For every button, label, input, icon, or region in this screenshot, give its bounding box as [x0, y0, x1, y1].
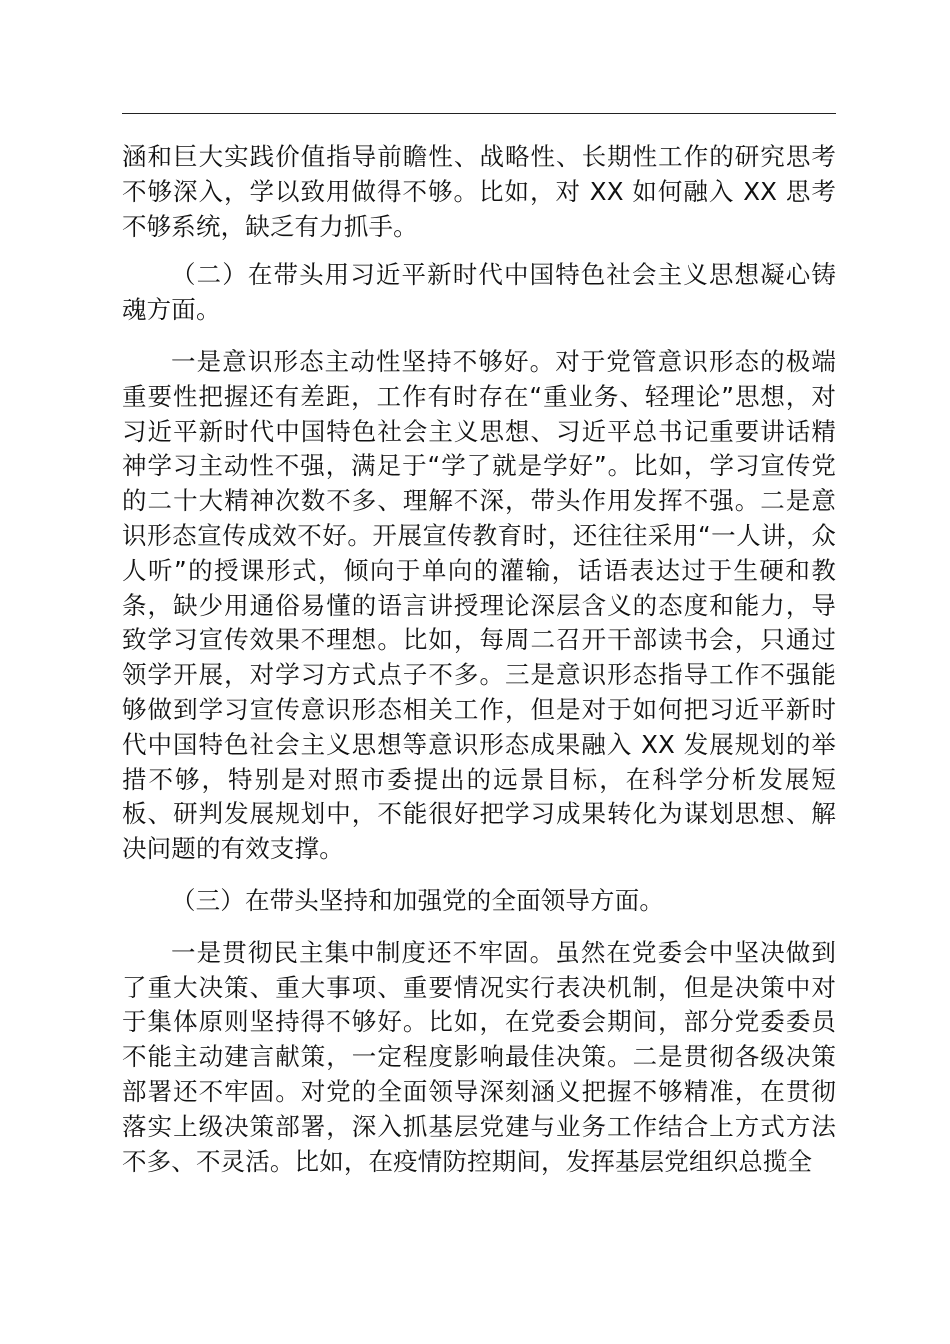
paragraph-ideology: 一是意识形态主动性坚持不够好。对于党管意识形态的极端重要性把握还有差距，工作有时存在“重业务、轻理论”思想，对习近平新时代中国特色社会主义思想、习近平总书记重要讲话精神学习主动性不强，满足于“学了就是学好”。比如，学习宣传党的二十大精神次数不多、理解不深，带头作用发挥不强。二是意识形态宣传成效不好。开展宣传教育时，还往往采用“一人讲，众人听”的授课形式，倾向于单向的灌输，话语表达过于生硬和教条，缺少用通俗易懂的语言讲授理论深层含义的态度和能力，导致学习宣传效果不理想。比如，每周二召开干部读书会，只通过领学开展，对学习方式点子不多。三是意识形态指导工作不强能够做到学习宣传意识形态相关工作，但是对于如何把习近平新时代中国特色社会主义思想等意识形态成果融入 XX 发展规划的举措不够，特别是对照市委提出的远景目标，在科学分析发展短板、研判发展规划中，不能很好把学习成果转化为谋划思想、解决问题的有效支撑。: [122, 346, 836, 864]
document-body: [122, 140, 836, 1179]
header-rule: [122, 113, 836, 114]
section-heading-2: （二）在带头用习近平新时代中国特色社会主义思想凝心铸魂方面。: [122, 260, 836, 325]
paragraph-continuation: 涵和巨大实践价值指导前瞻性、战略性、长期性工作的研究思考不够深入，学以致用做得不够。比如，对 XX 如何融入 XX 思考不够系统，缺乏有力抓手。: [122, 142, 836, 241]
section-heading-3: （三）在带头坚持和加强党的全面领导方面。: [171, 885, 664, 915]
paragraph-leadership: 一是贯彻民主集中制度还不牢固。虽然在党委会中坚决做到了重大决策、重大事项、重要情况实行表决机制，但是决策中对于集体原则坚持得不够好。比如，在党委会期间，部分党委委员不能主动建言献策，一定程度影响最佳决策。二是贯彻各级决策部署还不牢固。对党的全面领导深刻涵义把握不够精准，在贯彻落实上级决策部署，深入抓基层党建与业务工作结合上方式方法不多、不灵活。比如，在疫情防控期间，发挥基层党组织总揽全: [122, 937, 836, 1176]
